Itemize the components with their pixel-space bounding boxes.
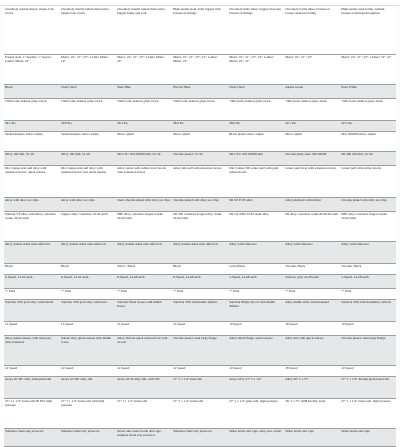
table-row (4, 197, 396, 211)
table-cell: 1500 foam cushion grips, black (284, 98, 340, 120)
table-cell: Araya 20 S, 27" x 1 1/4" (228, 376, 284, 398)
table-cell: Dia Compe side pull alloy with extension levers and quick release (60, 165, 116, 197)
table-cell: 30.1 lbs. (4, 120, 60, 131)
table-row (4, 274, 396, 288)
table-cell: Chrome, Black (284, 263, 340, 274)
table-cell: Men's: 19", 21", 23"; Ladies' Mixte: 19" (60, 54, 116, 84)
table-cell: Black plastic micro adjust (228, 131, 284, 151)
table-cell: Alloy with reflectors (284, 241, 340, 263)
table-cell: Electric Blue (172, 84, 228, 98)
table-cell: 27" x 1 1/4" Gum wall (116, 398, 172, 428)
table-cell: Araya 20 50C alloy with quick rim (4, 376, 60, 398)
table-row (4, 299, 396, 321)
table-row (4, 365, 396, 376)
table-cell: Center pull with rubber hoods (340, 165, 396, 197)
table-cell: 14 Speed (116, 365, 172, 376)
table-cell: Sunair alloy quick release with thumb screw (60, 335, 116, 365)
specification-table (4, 6, 396, 447)
table-cell: Dia Compe side pull alloy with extension levers, quick release (4, 165, 60, 197)
table-cell: Alloy 160 mm, 52 cm (60, 151, 116, 165)
table-cell: Steel, chrome plated with alloy toe clips (116, 197, 172, 211)
table-cell: 10 Speed (340, 321, 396, 335)
table-cell: Alloy 160 mm, 52 cm (4, 151, 60, 165)
table-cell: SunTour 50X gold alloy with lever (60, 299, 116, 321)
table-cell: 6-Speed, 14-28 teeth (116, 274, 172, 288)
table-cell: 27" x 1 1/4" chrome plated steel rim (340, 376, 396, 398)
table-cell: SunTour 50X gold alloy with handle (4, 299, 60, 321)
table-cell: Stainless chain stay protector (172, 428, 228, 446)
table-cell: Center pull lever with extension levers (284, 165, 340, 197)
table-row (4, 98, 396, 120)
table-cell: SunTour 50X with handlebar controls (340, 299, 396, 321)
table-row (4, 376, 396, 398)
table-cell: Water bottle and cage, alloy rear carrier (228, 428, 284, 446)
table-row (4, 335, 396, 365)
table-cell: 28.6 lbs. (228, 120, 284, 131)
table-cell: 7" Elite (4, 288, 60, 299)
table-cell: Sugino alloy cotterless, 52/42 teeth (60, 211, 116, 241)
table-cell: 26" x 1.75" ATB knobby tread (284, 398, 340, 428)
table-cell: Water bottle and cage (340, 428, 396, 446)
table-cell: 1500 foam cushion grips, black (172, 98, 228, 120)
table-cell: SR 700 cotterless forged alloy crank 52/42 teeth (172, 211, 228, 241)
table-cell: Alloy with reflectors (340, 241, 396, 263)
table-row (4, 398, 396, 428)
table-cell: Men's: 19", 21", 23", 25"; Ladies' Mixte: 19", 21" (228, 54, 284, 84)
table-cell: 1500 foam cushion grips, black (340, 98, 396, 120)
table-cell: 29.4 lbs. (116, 120, 172, 131)
table-cell: SunTour 50X with thumb shifters (172, 299, 228, 321)
table-cell: 27" x 1 1/4" gum wall, high pressure (228, 398, 284, 428)
table-cell: SR-CTU 160/100/80 mm, 52 cm (116, 151, 172, 165)
table-row (4, 288, 396, 299)
table-cell: Sealed headset, micro adjust (60, 131, 116, 151)
table-cell: 7" Elite (116, 288, 172, 299)
table-cell: Water bottle and cage (284, 428, 340, 446)
table-cell: Alloy double sided with reflectors (172, 241, 228, 263)
table-cell: Alloy small flange, quick release (228, 335, 284, 365)
table-cell: Sealed headset, micro adjust (4, 131, 60, 151)
table-cell: 10 Speed (228, 321, 284, 335)
table-cell: Stainless chain stay protector (60, 428, 116, 446)
table-cell: Alloy side pull with extension levers (172, 165, 228, 197)
table-cell: 1500 foam cushion grips, black (60, 98, 116, 120)
table-cell: High-tensile steel frame, welded, brazed-on fittings throughout (340, 6, 396, 54)
table-cell: Black (172, 263, 228, 274)
table-cell: 7" Elite (284, 288, 340, 299)
table-cell: Chrome plated with alloy toe clips (340, 197, 396, 211)
table-cell: 14 Speed (4, 365, 60, 376)
table-cell: Alloy with alloy toe clips (60, 197, 116, 211)
table-cell: 7" Elite (60, 288, 116, 299)
table-cell: Alloy with alloy toe clips (4, 197, 60, 211)
table-cell: 5-Speed, 14-28 teeth (340, 274, 396, 288)
table-cell: 32.1 lbs. (284, 120, 340, 131)
table-cell: 12 Speed (172, 321, 228, 335)
table-cell: High-tensile steel, fully lugged with brazed-on fittings (172, 6, 228, 54)
table-cell: SR 390 160 mm, 52 cm (340, 151, 396, 165)
table-row (4, 241, 396, 263)
table-cell: Micro adjust (284, 131, 340, 151)
table-row (4, 120, 396, 131)
table-cell: 10 Speed (228, 365, 284, 376)
table-cell: Gold, Black (228, 263, 284, 274)
table-row (4, 165, 396, 197)
table-cell: Alloy double sided with reflectors (116, 241, 172, 263)
table-cell: 7" Elite (172, 288, 228, 299)
table-cell: Alloy 26" x 1.75" (284, 376, 340, 398)
table-cell: Alloy center pull, rubber lever hoods with extension levers (116, 165, 172, 197)
table-cell: 6-Speed, 14-32 teeth (4, 274, 60, 288)
table-cell: Alloy quick release, with wing nut, with extension (4, 335, 60, 365)
table-cell: PBE alloy cotterless forged cranks 52/42 teeth (116, 211, 172, 241)
table-cell: 27" x 1 1/4" Gum wall, high pressure (340, 398, 396, 428)
table-cell: 12 Speed (60, 321, 116, 335)
table-cell: Stainless chain stay protector (4, 428, 60, 446)
table-row (4, 151, 396, 165)
table-row (4, 211, 396, 241)
table-cell: Dia Compe 500 center pull with gum rubber hoods (228, 165, 284, 197)
table-cell: SunTour Bright Spot 6 with thumb shifters (228, 299, 284, 321)
table-cell: Men's: 19", 21", 23"; Ladies': 19", 21" (340, 54, 396, 84)
table-cell: Silver / Black (116, 263, 172, 274)
table-cell: Chromoly double butted main tubes, lugged frame and fork (116, 6, 172, 54)
table-cell: 6-Speed, 14-28 teeth (172, 274, 228, 288)
table-cell: Alloy double sided with reflectors (4, 241, 60, 263)
table-cell: 7" Elite (340, 288, 396, 299)
table-cell: Alpine Green (284, 84, 340, 98)
table-cell: 27" x 1 1/4" Gum wall (172, 398, 228, 428)
table-cell: Chrome plated with alloy toe clips (172, 197, 228, 211)
table-cell: 18 Speed (284, 365, 340, 376)
table-cell: Chromoly frame tubes, brazed-on bosses, internal routing (284, 6, 340, 54)
table-cell: SR CP-E 95 alloy (228, 197, 284, 211)
table-row (4, 131, 396, 151)
table-cell: Chrome plated, steel large flange (172, 335, 228, 365)
table-row (4, 428, 396, 446)
table-row (4, 263, 396, 274)
table-cell: Men's: 19", 21", 23"; Ladies' Mixte: 19" (116, 54, 172, 84)
table-cell: 27" x 1 1/4" Gum wall 90 PSI, high pressure (4, 398, 60, 428)
table-cell: 7" Elite (228, 288, 284, 299)
table-cell: Chromoly main tubes, lugged dropouts, brazed-on fittings (228, 6, 284, 54)
table-cell: Men's: 19", 21", 23" (284, 54, 340, 84)
table-cell: Alloy 36 hole quick release front, bolt-on rear (116, 335, 172, 365)
table-cell: 1500 foam cushion grips, black (4, 98, 60, 120)
table-cell: 12 Speed (172, 365, 228, 376)
table-cell: SR 5A-3300 52/42 teeth alloy (228, 211, 284, 241)
table-cell: SunTour fitted bosses with thumb levers (116, 299, 172, 321)
table-cell: Down tube water bottle and cage, stainless chain stay protector (116, 428, 172, 446)
table-cell: 28.9 lbs. (172, 120, 228, 131)
table-cell: Forged steel, 1" headset, 1" steerer; Ladies' Mixte: 19" (4, 54, 60, 84)
table-cell: Chromoly double butted main tubes, tanges fork crown (60, 6, 116, 54)
table-cell: Slate Blue (116, 84, 172, 98)
table-row (4, 6, 396, 54)
table-cell: Micro adjust (116, 131, 172, 151)
table-row (4, 54, 396, 84)
table-cell: Suntour VP alloy with Alloy cotterless crank, 52/42 teeth (4, 211, 60, 241)
table-cell: Black (4, 84, 60, 98)
table-cell: 32.5 lbs. (340, 120, 396, 131)
table-cell: Men's: 19", 21", 23", 25"; Ladies' Mixte: 19" (172, 54, 228, 84)
table-cell: Pearl White (340, 84, 396, 98)
table-cell: Alloy hub with quick release (284, 335, 340, 365)
table-cell: Alloy thumb shift, stem mounted (284, 299, 340, 321)
table-cell: Alloy platform with rubber (284, 197, 340, 211)
table-cell: SR alloy cotterless crank 40/36/30 teeth (284, 211, 340, 241)
table-cell: Chromoly double butted, tanges fork crown (4, 6, 60, 54)
table-cell: SR-CTU 160/100/80 mm (228, 151, 284, 165)
table-cell: 12 Speed (116, 321, 172, 335)
table-cell: 29.8 lbs. (60, 120, 116, 131)
table-cell: Araya 20 50C alloy rim (60, 376, 116, 398)
table-cell: Chrome plated, semi-large flange (340, 335, 396, 365)
table-cell: 5-Speed, 14-28 teeth (228, 274, 284, 288)
table-cell: Alloy with reflectors (228, 241, 284, 263)
table-cell: 18 Speed (284, 321, 340, 335)
table-cell: PBE alloy cotterless forged cranks 52/42 teeth (340, 211, 396, 241)
table-cell: Cherry Red (60, 84, 116, 98)
table-cell: Black (60, 263, 116, 274)
table-cell: 1500 foam cushion grips, black (116, 98, 172, 120)
table-cell: Suntour, gold 14-28 teeth (284, 274, 340, 288)
table-cell: Alloy double sided with reflectors (60, 241, 116, 263)
table-cell: 12 Speed (4, 321, 60, 335)
table-cell: 14 Speed (60, 365, 116, 376)
table-body (4, 6, 396, 446)
table-cell: Black (4, 263, 60, 274)
table-cell: 10 Speed (340, 365, 396, 376)
table-cell: 1500 foam cushion grips, black (228, 98, 284, 120)
table-cell: Cherry Red (228, 84, 284, 98)
table-cell: Chrome-moly steel 160/100/80 (284, 151, 340, 165)
table-cell: Chrome, Black (340, 263, 396, 274)
table-cell: 27" x 1 1/4" steel rim (172, 376, 228, 398)
table-cell: Araya 20 50 alloy rim, with 50C (116, 376, 172, 398)
table-row (4, 84, 396, 98)
table-row (4, 321, 396, 335)
table-cell: Chrome plated, 52 cm (172, 151, 228, 165)
table-cell: MA-500/800 micro adjust (340, 131, 396, 151)
table-cell: Micro adjust (172, 131, 228, 151)
table-cell: 27" x 1 1/4" Gum wall with high pressure (60, 398, 116, 428)
table-cell: 6-Speed, 14-32 teeth (60, 274, 116, 288)
